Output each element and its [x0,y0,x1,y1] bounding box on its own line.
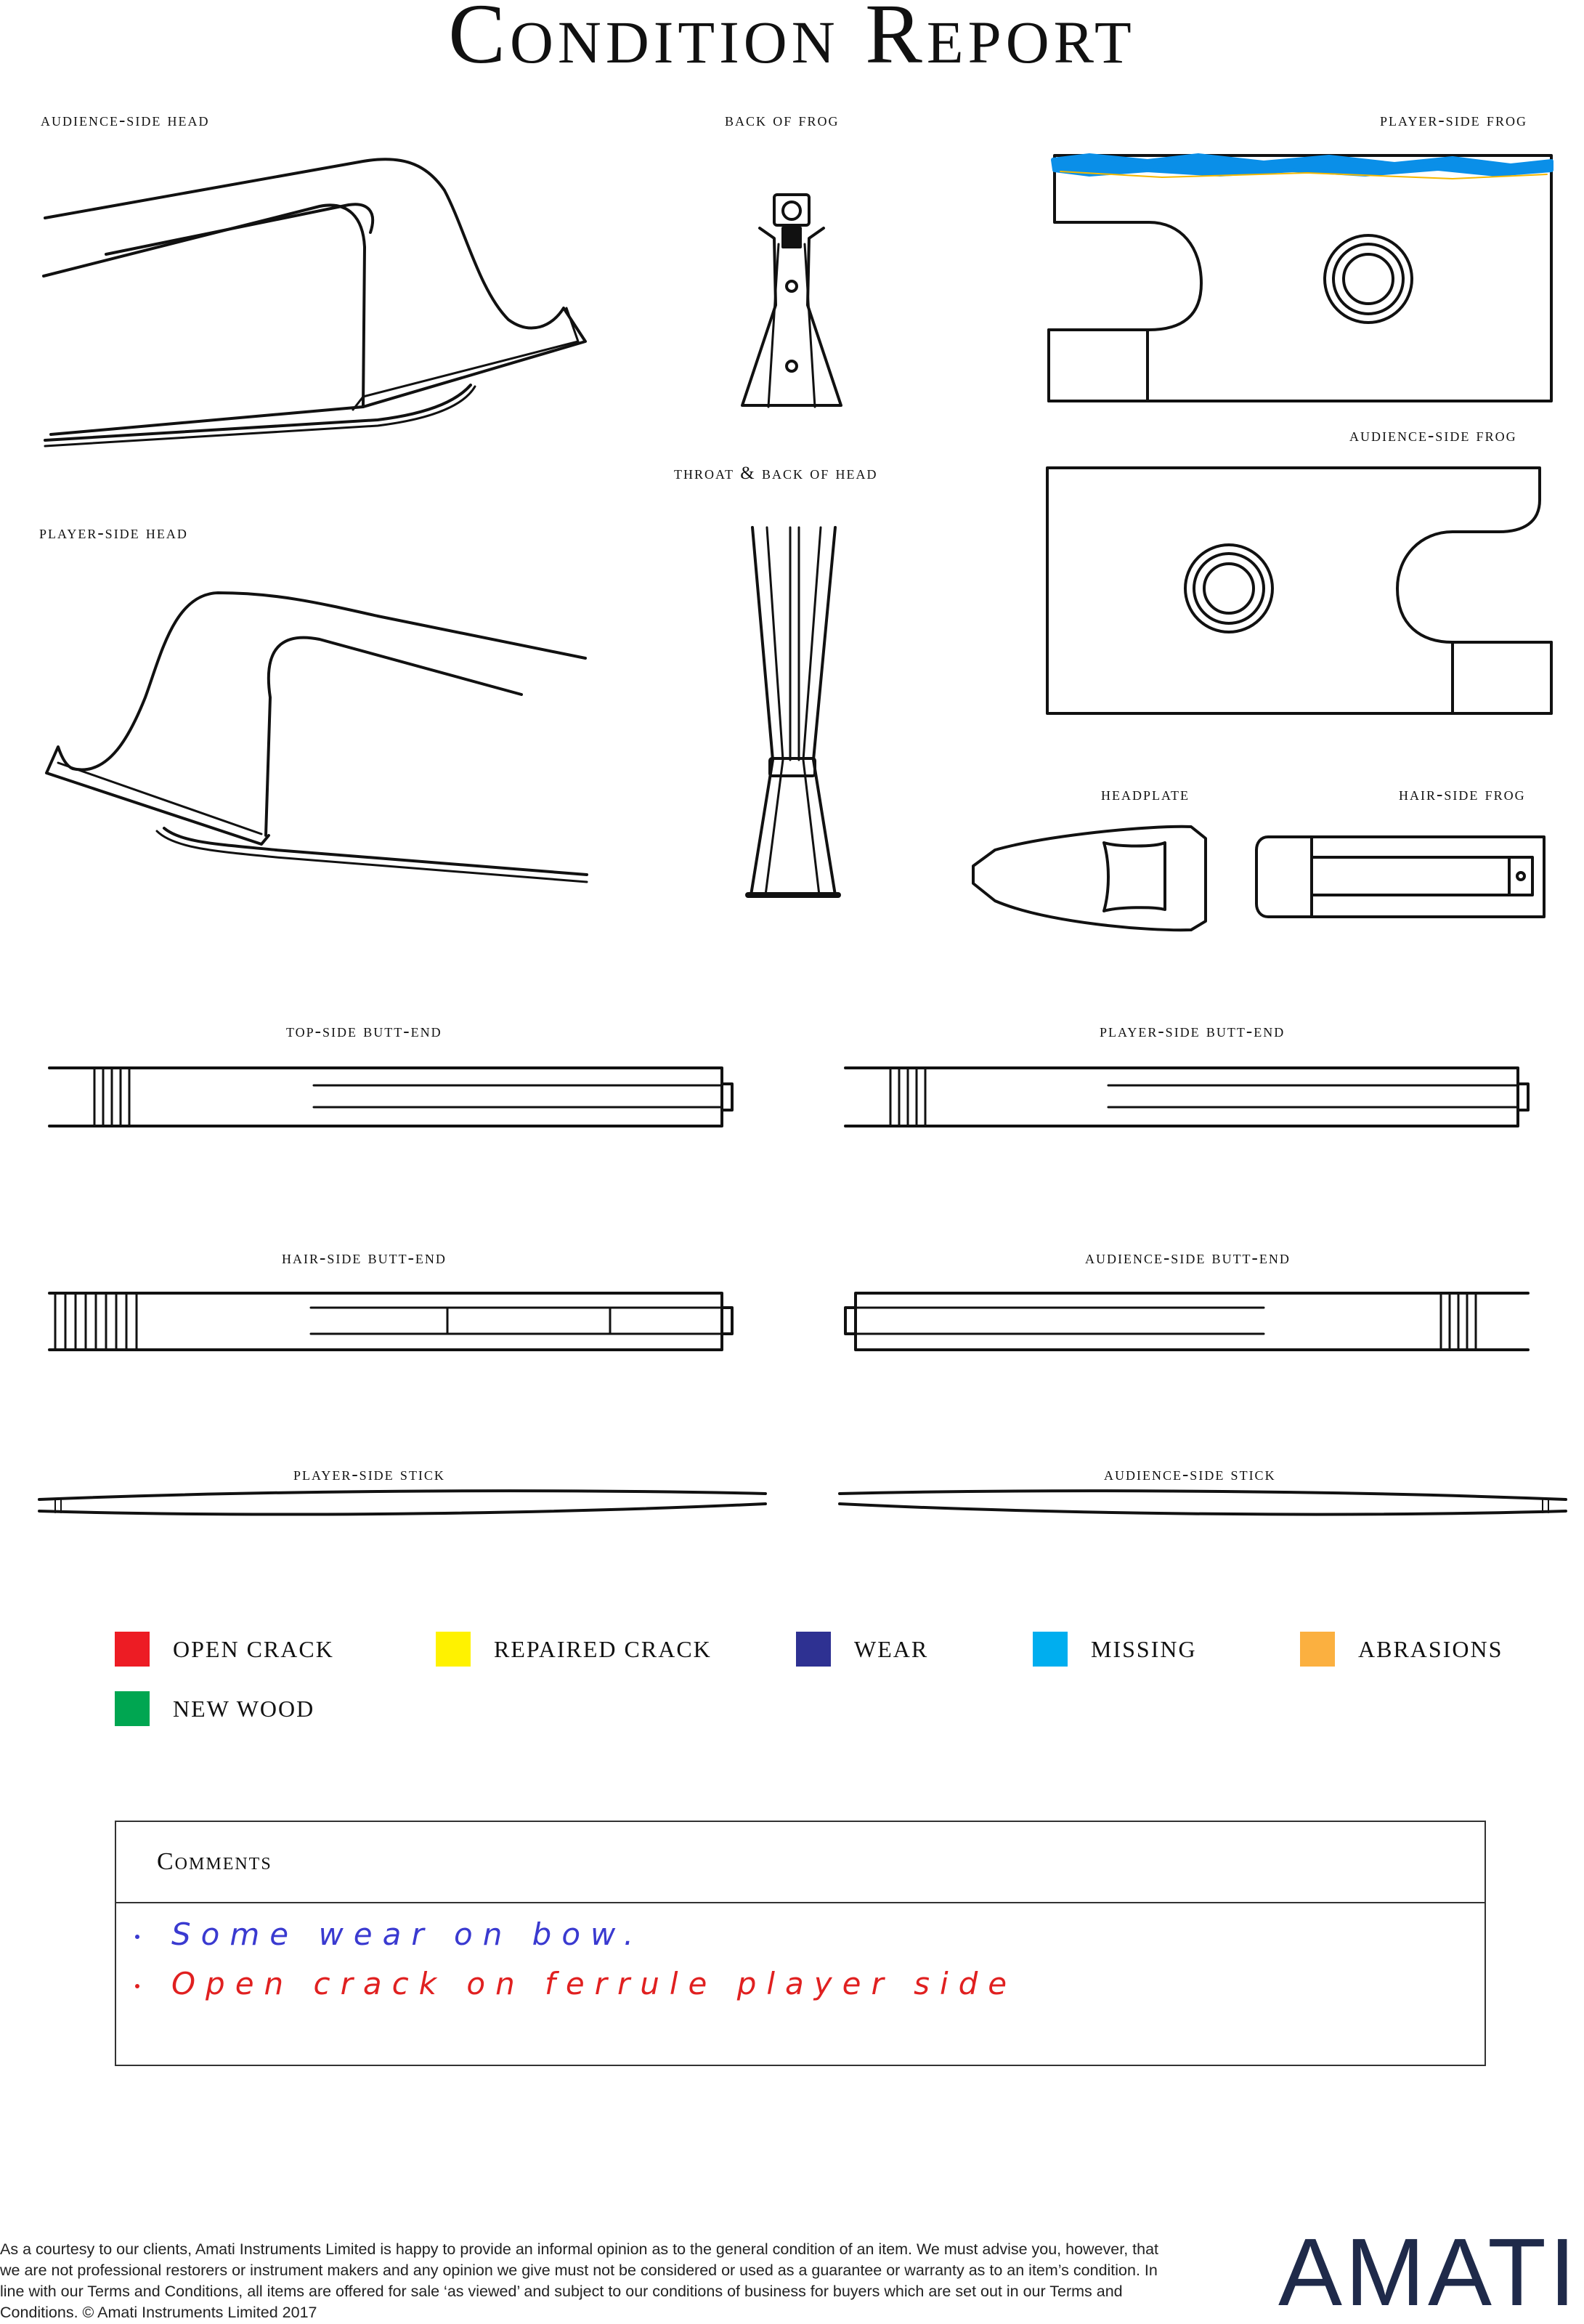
label-back-of-frog: back of frog [725,110,840,130]
comment-line [135,1966,1017,2001]
label-player-side-stick: player-side stick [293,1465,445,1484]
top-side-butt-end-drawing [49,1068,732,1126]
comment-text: Open crack on ferrule player side [171,1966,1018,2001]
legend-swatch-open-crack [115,1632,150,1667]
legend-swatch-missing [1033,1632,1068,1667]
back-of-frog-drawing [742,195,841,407]
legend-label: MISSING [1091,1635,1197,1662]
audience-side-stick-drawing [840,1491,1566,1514]
comment-line [135,1916,643,1952]
comment-text: Some wear on bow. [171,1916,644,1952]
comments-box [115,1821,1486,2066]
legend-abrasions [1300,1632,1503,1667]
label-throat-back-of-head: throat & back of head [674,463,878,483]
label-hair-side-frog: hair-side frog [1399,785,1526,804]
legend-swatch-wear [796,1632,831,1667]
amati-logo: AMATI [1278,2219,1579,2324]
disclaimer-footer: As a courtesy to our clients, Amati Instruments Limited is happy to provide an informal opinion as to the general condition of an item. We must advise you, however, that we are not professional restorers or instrument makers and any opinion we give must not be considered or used as a guarantee or warranty as to an item’s condition. In line with our Terms and Conditions, all items are offered for sale ‘as viewed’ and subject to our conditions of business for buyers which are set out in our Terms and Conditions. © Amati Instruments Limited 2017 [0,2240,1159,2321]
label-audience-side-frog: audience-side frog [1349,426,1517,445]
audience-side-head-drawing [44,159,585,446]
audience-side-frog-drawing [1047,468,1551,713]
player-side-frog-drawing [1049,155,1551,401]
legend-swatch-repaired-crack [436,1632,471,1667]
legend-repaired-crack [436,1632,712,1667]
comments-heading: Comments [116,1822,1485,1903]
label-player-side-frog: player-side frog [1380,110,1527,130]
label-audience-side-stick: audience-side stick [1104,1465,1276,1484]
legend-wear [796,1632,928,1667]
page-title: Condition Report [448,0,1136,81]
legend-label: REPAIRED CRACK [494,1635,712,1662]
label-player-side-head: player-side head [39,523,188,543]
player-side-butt-end-drawing [845,1068,1528,1126]
legend-swatch-new-wood [115,1691,150,1726]
comment-bullet [135,1935,139,1939]
legend-open-crack [115,1632,334,1667]
label-top-side-butt-end: top-side butt-end [286,1021,442,1041]
throat-back-of-head-drawing [748,527,838,895]
hair-side-butt-end-drawing [49,1293,732,1350]
player-side-head-drawing [46,593,587,882]
missing-marking [1053,155,1551,174]
legend-label: WEAR [854,1635,929,1662]
label-headplate: headplate [1101,785,1190,804]
legend-new-wood [115,1691,314,1726]
audience-side-butt-end-drawing [845,1293,1528,1350]
legend-label: NEW WOOD [173,1695,315,1722]
label-player-side-butt-end: player-side butt-end [1100,1021,1286,1041]
comment-bullet [135,1984,139,1988]
legend-swatch-abrasions [1300,1632,1335,1667]
headplate-drawing [973,827,1206,930]
label-audience-side-head: audience-side head [41,110,210,130]
label-audience-side-butt-end: audience-side butt-end [1085,1248,1291,1268]
hair-side-frog-drawing [1256,837,1544,917]
label-hair-side-butt-end: hair-side butt-end [282,1248,447,1268]
legend-label: OPEN CRACK [173,1635,334,1662]
player-side-stick-drawing [39,1491,765,1514]
legend-label: ABRASIONS [1358,1635,1503,1662]
legend-missing [1033,1632,1197,1667]
